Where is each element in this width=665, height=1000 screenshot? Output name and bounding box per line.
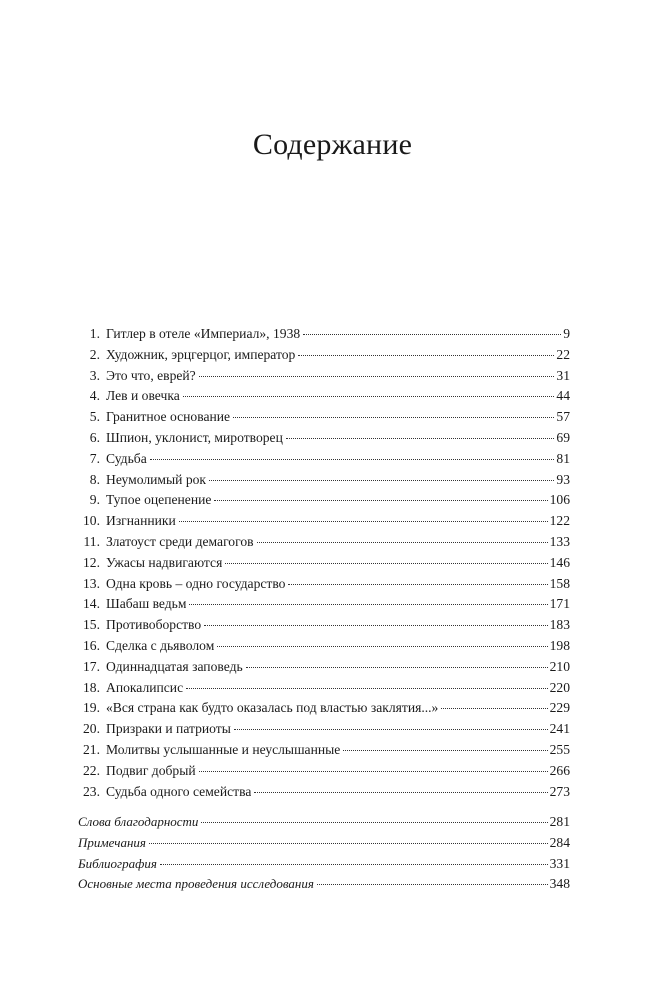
page-number: 133 xyxy=(549,533,570,549)
chapter-title: Апокалипсис xyxy=(106,679,184,695)
dot-leader xyxy=(288,584,547,585)
dot-leader xyxy=(303,334,561,335)
page-number: 348 xyxy=(549,876,570,892)
toc-entry xyxy=(78,553,570,574)
toc-entry xyxy=(78,407,570,428)
chapter-title: Одна кровь – одно государство xyxy=(106,575,286,591)
chapter-number: 21. xyxy=(83,741,100,757)
chapter-number: 10. xyxy=(83,513,100,529)
dot-leader xyxy=(298,355,554,356)
chapter-title: Подвиг добрый xyxy=(106,762,196,778)
chapter-number: 2. xyxy=(89,346,100,362)
chapter-title: Гранитное основание xyxy=(106,409,231,425)
page-number: 198 xyxy=(549,637,570,653)
page-number: 122 xyxy=(549,513,570,529)
page-number: 281 xyxy=(549,814,570,829)
dot-leader xyxy=(201,822,547,823)
chapter-title: Молитвы услышанные и неуслышанные xyxy=(106,741,341,757)
chapter-number: 3. xyxy=(89,367,100,383)
dot-leader xyxy=(214,500,547,501)
chapter-title: Гитлер в отеле «Империал», 1938 xyxy=(106,326,301,341)
page-number: 93 xyxy=(556,471,570,487)
chapter-number: 12. xyxy=(83,554,100,570)
section-title: Примечания xyxy=(78,834,146,850)
chapter-number: 17. xyxy=(83,658,100,674)
chapter-title: Златоуст среди демагогов xyxy=(106,533,254,549)
page-number: 146 xyxy=(549,554,570,570)
toc-entry xyxy=(78,698,570,719)
dot-leader xyxy=(254,792,547,793)
chapter-title: Ужасы надвигаются xyxy=(106,554,223,570)
chapter-title: Шабаш ведьм xyxy=(106,596,187,612)
chapter-number: 7. xyxy=(89,450,100,466)
page-number: 273 xyxy=(549,783,570,799)
toc-entry xyxy=(78,678,570,699)
page-number: 9 xyxy=(563,326,570,341)
dot-leader xyxy=(441,708,547,709)
toc-entry xyxy=(78,594,570,615)
chapter-number: 6. xyxy=(89,429,100,445)
toc-entry xyxy=(78,740,570,761)
chapter-title: Противоборство xyxy=(106,617,202,633)
dot-leader xyxy=(199,376,555,377)
chapter-number: 14. xyxy=(83,596,100,612)
page-number: 57 xyxy=(556,409,570,425)
chapter-title: «Вся страна как будто оказалась под властью заклятия...» xyxy=(106,700,439,716)
chapter-title: Сделка с дьяволом xyxy=(106,637,215,653)
toc-entry xyxy=(78,386,570,407)
page-number: 183 xyxy=(549,617,570,633)
dot-leader xyxy=(286,438,555,439)
dot-leader xyxy=(150,459,555,460)
chapter-number: 5. xyxy=(89,409,100,425)
chapter-title: Шпион, уклонист, миротворец xyxy=(106,429,283,445)
toc-entry xyxy=(78,490,570,511)
dot-leader xyxy=(233,417,554,418)
dot-leader xyxy=(317,884,548,885)
chapter-title: Тупое оцепенение xyxy=(106,492,212,508)
toc-entry xyxy=(78,366,570,387)
chapter-number: 19. xyxy=(83,700,100,716)
toc-entry xyxy=(78,615,570,636)
chapter-title: Призраки и патриоты xyxy=(106,721,231,737)
chapter-number: 13. xyxy=(83,575,100,591)
dot-leader xyxy=(199,771,548,772)
page-number: 284 xyxy=(549,834,570,850)
toc-entry xyxy=(78,761,570,782)
toc-entry xyxy=(78,470,570,491)
toc-entry xyxy=(78,657,570,678)
page-number: 241 xyxy=(549,721,570,737)
chapter-number: 4. xyxy=(89,388,100,404)
toc-entry xyxy=(78,782,570,803)
toc-entry xyxy=(78,719,570,740)
toc-entry xyxy=(78,449,570,470)
chapter-number: 22. xyxy=(83,762,100,778)
section-title: Основные места проведения исследования xyxy=(78,876,314,892)
chapter-title: Одиннадцатая заповедь xyxy=(106,658,243,674)
chapter-title: Изгнанники xyxy=(106,513,176,529)
dot-leader xyxy=(183,396,555,397)
page-number: 331 xyxy=(549,855,570,871)
page-number: 158 xyxy=(549,575,570,591)
dot-leader xyxy=(343,750,547,751)
chapters-list xyxy=(78,324,570,802)
dot-leader xyxy=(257,542,548,543)
chapter-number: 1. xyxy=(89,326,100,341)
section-title: Библиография xyxy=(78,855,157,871)
chapter-title: Лев и овечка xyxy=(106,388,180,404)
chapter-title: Художник, эрцгерцог, император xyxy=(106,346,296,362)
dot-leader xyxy=(204,625,547,626)
toc-entry xyxy=(78,574,570,595)
back-matter-entry xyxy=(78,874,570,895)
page-number: 44 xyxy=(556,388,570,404)
section-title: Слова благодарности xyxy=(78,814,199,829)
page-number: 22 xyxy=(556,346,570,362)
page-number: 106 xyxy=(549,492,570,508)
dot-leader xyxy=(246,667,548,668)
chapter-title: Судьба xyxy=(106,450,147,466)
page-title: Содержание xyxy=(252,128,413,161)
page-number: 31 xyxy=(556,367,570,383)
chapter-number: 20. xyxy=(83,721,100,737)
chapter-number: 11. xyxy=(83,533,100,549)
page-number: 171 xyxy=(549,596,570,612)
dot-leader xyxy=(209,480,554,481)
back-matter-list xyxy=(78,812,570,895)
chapter-number: 18. xyxy=(83,679,100,695)
page-number: 210 xyxy=(549,658,570,674)
dot-leader xyxy=(186,688,547,689)
dot-leader xyxy=(189,604,547,605)
dot-leader xyxy=(217,646,547,647)
chapter-number: 15. xyxy=(83,617,100,633)
chapter-title: Судьба одного семейства xyxy=(106,783,252,799)
toc-entry xyxy=(78,511,570,532)
back-matter-entry xyxy=(78,833,570,854)
chapter-number: 8. xyxy=(89,471,100,487)
toc-entry xyxy=(78,345,570,366)
back-matter-entry xyxy=(78,812,570,833)
dot-leader xyxy=(234,729,548,730)
page-number: 81 xyxy=(556,450,570,466)
toc-entry xyxy=(78,428,570,449)
page-number: 266 xyxy=(549,762,570,778)
page-number: 255 xyxy=(549,741,570,757)
chapter-number: 23. xyxy=(83,783,100,799)
dot-leader xyxy=(160,864,548,865)
chapter-number: 9. xyxy=(89,492,100,508)
dot-leader xyxy=(149,843,548,844)
page-number: 220 xyxy=(549,679,570,695)
toc-entry xyxy=(78,636,570,657)
toc-entry xyxy=(78,324,570,345)
chapter-title: Это что, еврей? xyxy=(106,367,196,383)
chapter-title: Неумолимый рок xyxy=(106,471,207,487)
back-matter-entry xyxy=(78,854,570,875)
dot-leader xyxy=(179,521,548,522)
chapter-number: 16. xyxy=(83,637,100,653)
dot-leader xyxy=(225,563,547,564)
page-number: 229 xyxy=(549,700,570,716)
toc-entry xyxy=(78,532,570,553)
page-number: 69 xyxy=(556,429,570,445)
